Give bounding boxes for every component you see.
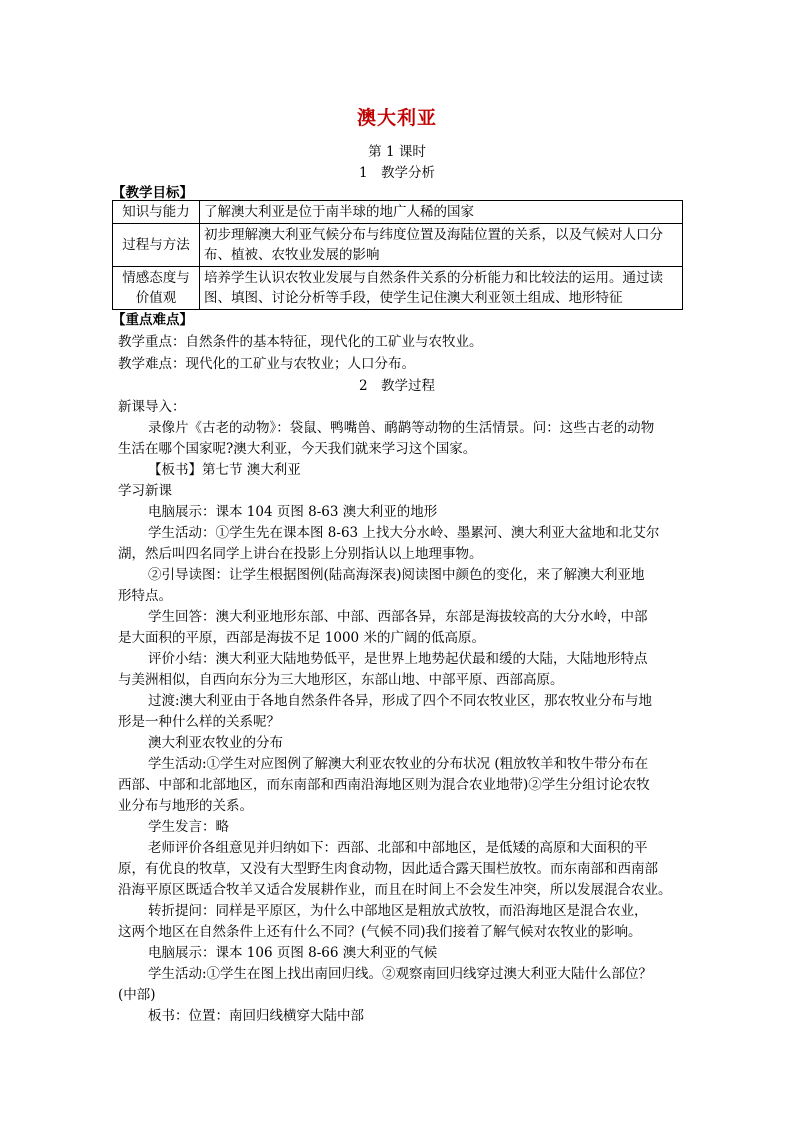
body-line: 与美洲相似，自西向东分为三大地形区，东部山地、中部平原、西部高原。 — [118, 672, 564, 688]
body-line: 生活在哪个国家呢?澳大利亚，今天我们就来学习这个国家。 — [118, 441, 477, 457]
body-line: 学生活动:①学生在图上找出南回归线。②观察南回归线穿过澳大利亚大陆什么部位？ — [148, 966, 653, 982]
objective-value: 了解澳大利亚是位于南半球的地广人稀的国家 — [200, 201, 683, 224]
body-line: 澳大利亚农牧业的分布 — [148, 735, 283, 751]
body-line: 板书：位置：南回归线横穿大陆中部 — [148, 1008, 364, 1024]
body-line: 这两个地区在自然条件上还有什么不同？(气候不同)我们接着了解气候对农牧业的影响。 — [118, 924, 642, 940]
body-line: 【板书】第七节 澳大利亚 — [148, 462, 301, 478]
section-heading-analysis: 1 教学分析 — [358, 165, 436, 181]
teaching-difficulty: 教学难点：现代化的工矿业与农牧业；人口分布。 — [118, 356, 415, 372]
lesson-number: 第 1 课时 — [368, 144, 426, 160]
objective-key: 情感态度与价值观 — [113, 267, 200, 310]
table-row — [113, 224, 683, 267]
body-line: 过渡:澳大利亚由于各地自然条件各异，形成了四个不同农牧业区，那农牧业分布与地 — [148, 693, 653, 709]
body-line: 转折提问：同样是平原区，为什么中部地区是粗放式放牧，而沿海地区是混合农业， — [148, 903, 648, 919]
body-line: 学生活动:①学生对应图例了解澳大利亚农牧业的分布状况 (粗放牧羊和牧牛带分布在 — [148, 756, 649, 772]
objectives-heading: 【教学目标】 — [112, 185, 193, 201]
body-line: 形是一种什么样的关系呢？ — [118, 714, 280, 730]
body-line: 形特点。 — [118, 588, 172, 604]
body-line: 学生活动：①学生先在课本图 8-63 上找大分水岭、墨累河、澳大利亚大盆地和北艾尔 — [148, 525, 660, 541]
body-line: 学习新课 — [118, 483, 172, 499]
body-line: 评价小结：澳大利亚大陆地势低平，是世界上地势起伏最和缓的大陆，大陆地形特点 — [148, 651, 648, 667]
teaching-focus: 教学重点：自然条件的基本特征，现代化的工矿业与农牧业。 — [118, 334, 483, 350]
objective-key: 知识与能力 — [113, 201, 200, 224]
body-line: 新课导入： — [118, 399, 186, 415]
document-title: 澳大利亚 — [356, 107, 437, 129]
section-heading-process: 2 教学过程 — [358, 378, 436, 394]
body-line: 电脑展示：课本 104 页图 8-63 澳大利亚的地形 — [148, 504, 438, 520]
objective-value: 初步理解澳大利亚气候分布与纬度位置及海陆位置的关系，以及气候对人口分布、植被、农牧业发展的影响 — [200, 224, 683, 267]
body-line: 电脑展示：课本 106 页图 8-66 澳大利亚的气候 — [148, 945, 438, 961]
objectives-table — [112, 200, 683, 310]
objective-key: 过程与方法 — [113, 224, 200, 267]
body-line: ②引导读图：让学生根据图例(陆高海深表)阅读图中颜色的变化，来了解澳大利亚地 — [148, 567, 645, 583]
body-line: 西部、中部和北部地区，而东南部和西南沿海地区则为混合农业地带)②学生分组讨论农牧 — [118, 777, 650, 793]
body-line: 老师评价各组意见并归纳如下：西部、北部和中部地区，是低矮的高原和大面积的平 — [148, 840, 648, 856]
body-line: (中部) — [118, 987, 156, 1003]
body-line: 学生发言：略 — [148, 819, 229, 835]
body-line: 业分布与地形的关系。 — [118, 798, 253, 814]
body-line: 沿海平原区既适合牧羊又适合发展耕作业，而且在时间上不会发生冲突，所以发展混合农业。 — [118, 882, 672, 898]
body-line: 是大面积的平原，西部是海拔不足 1000 米的广阔的低高原。 — [118, 630, 485, 646]
body-line: 湖，然后叫四名同学上讲台在投影上分别指认以上地理事物。 — [118, 546, 483, 562]
keypoints-heading: 【重点难点】 — [112, 312, 193, 328]
body-line: 录像片《古老的动物》：袋鼠、鸭嘴兽、鸸鹋等动物的生活情景。问：这些古老的动物 — [148, 420, 655, 436]
body-line: 原，有优良的牧草，又没有大型野生肉食动物，因此适合露天围栏放牧。而东南部和西南部 — [118, 861, 658, 877]
table-row — [113, 201, 683, 224]
objective-value: 培养学生认识农牧业发展与自然条件关系的分析能力和比较法的运用。通过读图、填图、讨论分析等手段，使学生记住澳大利亚领土组成、地形特征 — [200, 267, 683, 310]
body-line: 学生回答：澳大利亚地形东部、中部、西部各异，东部是海拔较高的大分水岭，中部 — [148, 609, 648, 625]
table-row — [113, 267, 683, 310]
